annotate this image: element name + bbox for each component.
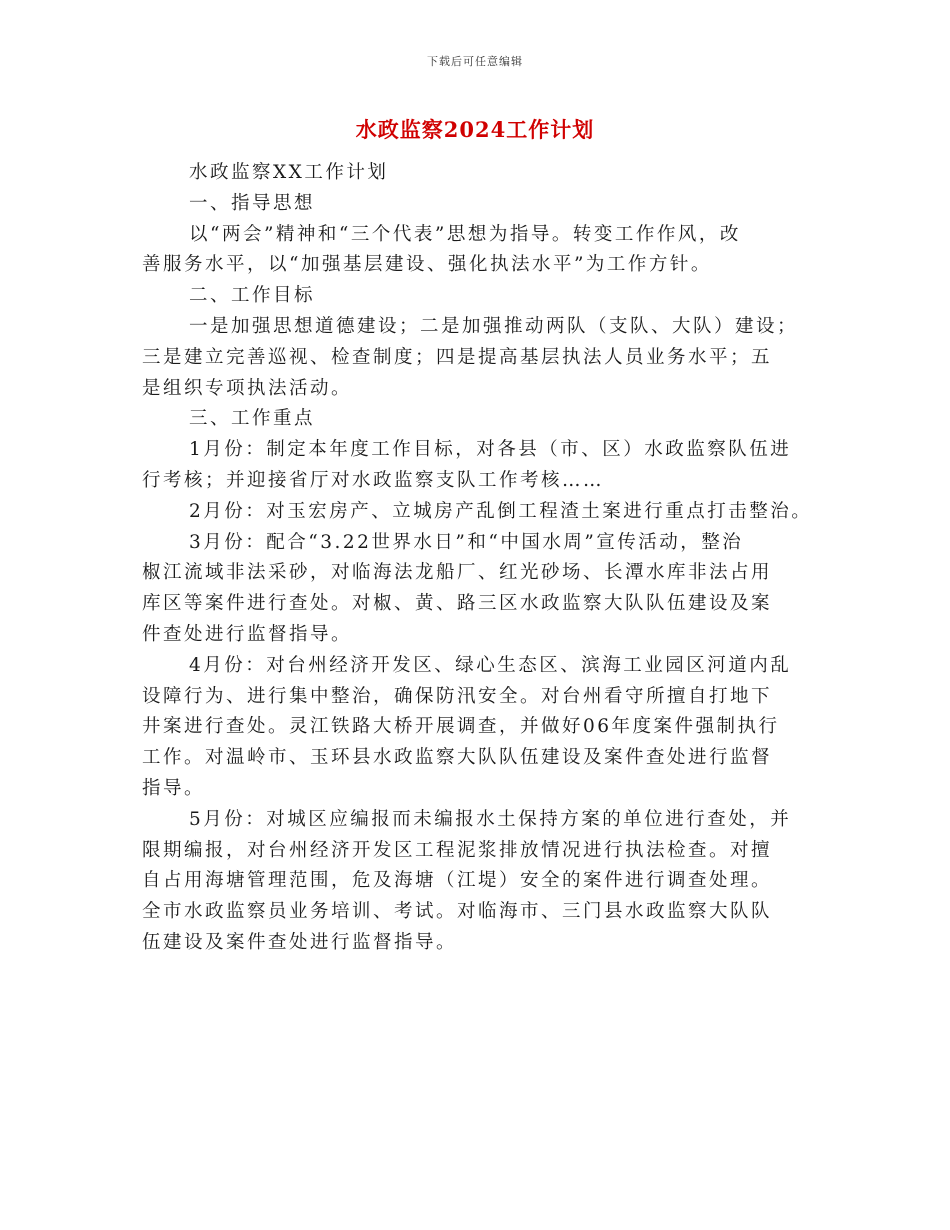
paragraph-line: 全市水政监察员业务培训、考试。对临海市、三门县水政监察大队队 [142,901,773,923]
paragraph-march [142,528,822,651]
section-heading-guiding-thought: 一、指导思想 [189,192,316,214]
section-heading-work-focus: 三、工作重点 [189,408,316,430]
paragraph-line: 行考核；并迎接省厅对水政监察支队工作考核…… [142,469,605,491]
document-title: 水政监察2024工作计划 [355,117,595,142]
paragraph-line: 2月份：对玉宏房产、立城房产乱倒工程渣土案进行重点打击整治。 [189,500,813,522]
paragraph-line: 设障行为、进行集中整治，确保防汛安全。对台州看守所擅自打地下 [142,685,773,707]
paragraph-may [142,805,822,959]
paragraph-line: 伍建设及案件查处进行监督指导。 [142,931,458,953]
paragraph-line: 库区等案件进行查处。对椒、黄、路三区水政监察大队队伍建设及案 [142,593,773,615]
paragraph-line: 椒江流域非法采砂，对临海法龙船厂、红光砂场、长潭水库非法占用 [142,562,773,584]
paragraph-line: 3月份：配合“3.22世界水日”和“中国水周”宣传活动，整治 [189,531,744,553]
paragraph-line: 以“两会”精神和“三个代表”思想为指导。转变工作作风，改 [189,223,741,245]
paragraph-line: 指导。 [142,777,206,799]
paragraph-line: 三是建立完善巡视、检查制度；四是提高基层执法人员业务水平；五 [142,346,773,368]
section-heading-work-goals: 二、工作目标 [189,285,316,307]
document-body [142,158,822,959]
paragraph-february [142,497,822,528]
paragraph-guiding-thought [142,220,822,282]
page-header-note: 下载后可任意编辑 [427,55,523,68]
paragraph-line: 井案进行查处。灵江铁路大桥开展调查，并做好06年度案件强制执行 [142,716,780,738]
document-subtitle: 水政监察XX工作计划 [189,162,389,183]
paragraph-line: 自占用海塘管理范围，危及海塘（江堤）安全的案件进行调查处理。 [142,870,773,892]
paragraph-work-goals [142,312,822,404]
paragraph-january [142,435,822,497]
paragraph-line: 件查处进行监督指导。 [142,623,353,645]
paragraph-line: 5月份：对城区应编报而未编报水土保持方案的单位进行查处，并 [189,808,792,830]
paragraph-line: 是组织专项执法活动。 [142,377,353,399]
paragraph-line: 限期编报，对台州经济开发区工程泥浆排放情况进行执法检查。对擅 [142,839,773,861]
paragraph-line: 工作。对温岭市、玉环县水政监察大队队伍建设及案件查处进行监督 [142,747,773,769]
paragraph-line: 4月份：对台州经济开发区、绿心生态区、滨海工业园区河道内乱 [189,654,792,676]
paragraph-line: 善服务水平，以“加强基层建设、强化执法水平”为工作方针。 [142,254,712,276]
paragraph-line: 1月份：制定本年度工作目标，对各县（市、区）水政监察队伍进 [189,439,792,461]
paragraph-line: 一是加强思想道德建设；二是加强推动两队（支队、大队）建设； [189,315,799,337]
paragraph-april [142,651,822,805]
